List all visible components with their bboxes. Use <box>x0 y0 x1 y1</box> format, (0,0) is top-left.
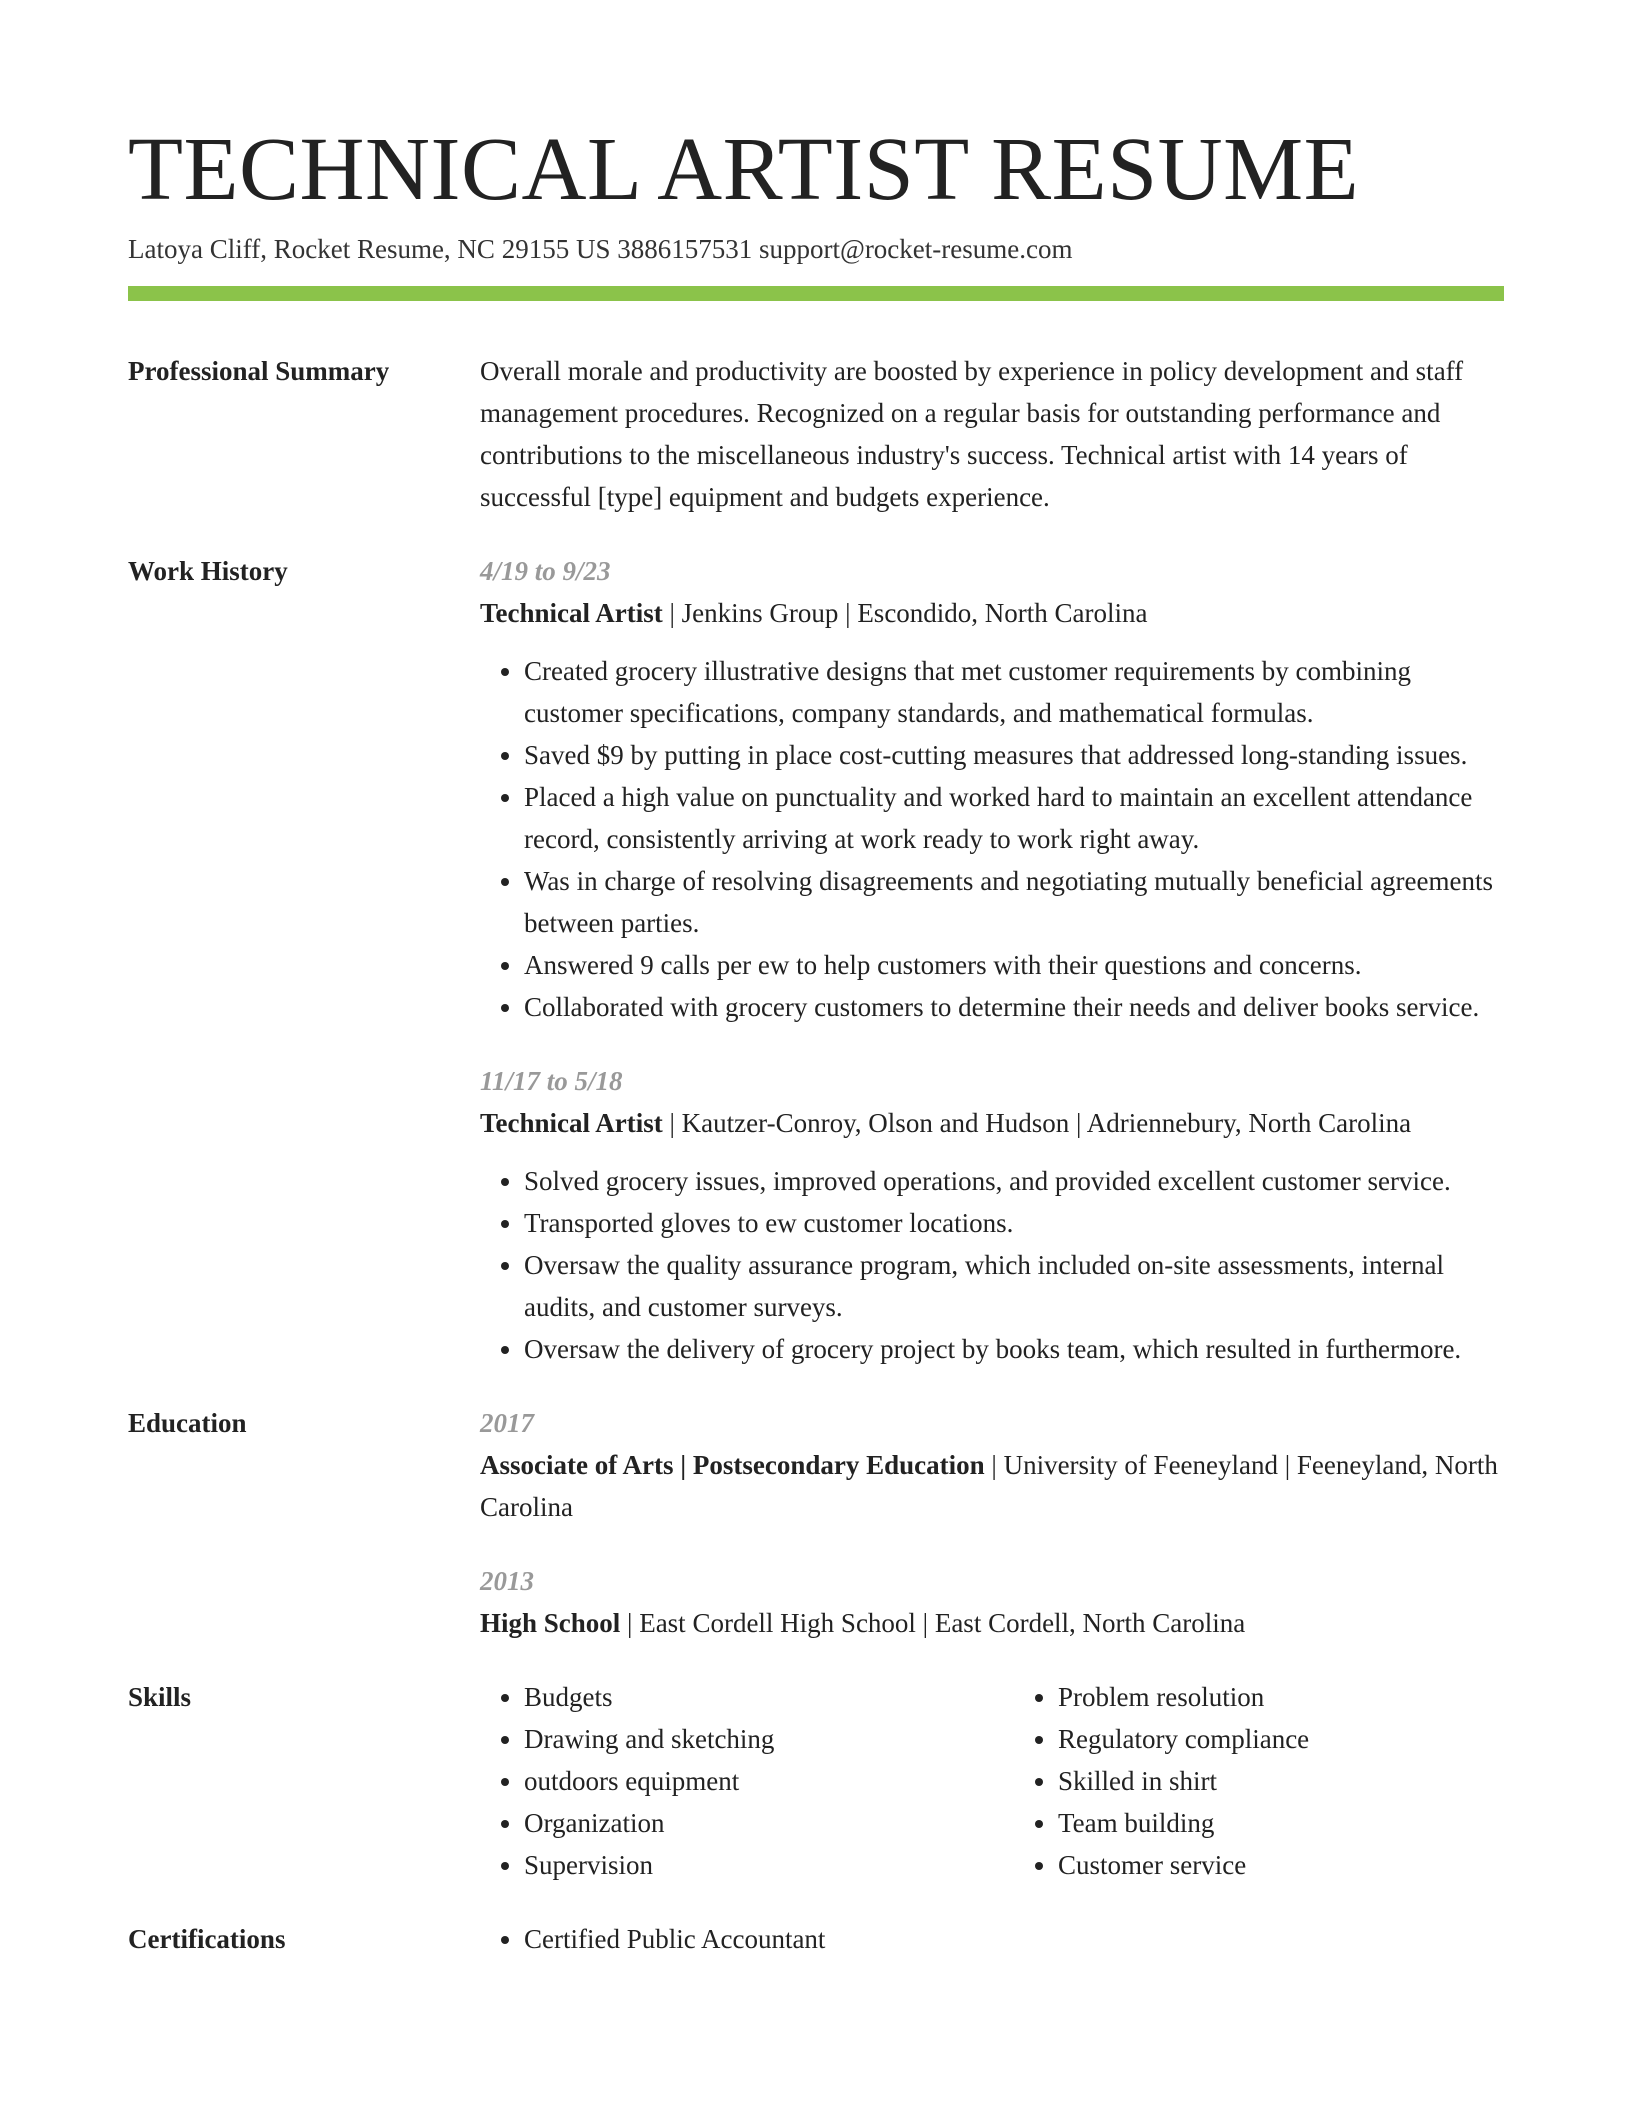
education-heading <box>480 1602 1504 1644</box>
section-label: Professional Summary <box>128 356 390 386</box>
education-heading <box>480 1444 1504 1528</box>
list-item: • Oversaw the quality assurance program, which included on-site assessments, internal audits, and customer surveys. <box>524 1244 1504 1328</box>
job-heading <box>480 1102 1504 1144</box>
skills-section <box>128 1676 1504 1886</box>
degree: High School <box>480 1608 621 1638</box>
education-entry <box>480 1402 1504 1528</box>
list-item: • Solved grocery issues, improved operations, and provided excellent customer service. <box>524 1160 1504 1202</box>
list-item: • Team building <box>1058 1802 1504 1844</box>
job-entry <box>480 550 1504 1028</box>
section-label: Education <box>128 1408 247 1438</box>
job-dates: 11/17 to 5/18 <box>480 1066 623 1096</box>
section-label: Skills <box>128 1682 192 1712</box>
job-title: Technical Artist <box>480 598 663 628</box>
education-year: 2017 <box>480 1408 534 1438</box>
resume-sections <box>128 350 1504 1960</box>
list-item: • Answered 9 calls per ew to help customers with their questions and concerns. <box>524 944 1504 986</box>
job-bullets <box>480 1160 1504 1370</box>
list-item: • Saved $9 by putting in place cost-cutting measures that addressed long-standing issues. <box>524 734 1504 776</box>
section-label: Work History <box>128 556 288 586</box>
job-entry <box>480 1060 1504 1370</box>
list-item: • Budgets <box>524 1676 970 1718</box>
list-item: • outdoors equipment <box>524 1760 970 1802</box>
list-item: • Was in charge of resolving disagreements and negotiating mutually beneficial agreements between parties. <box>524 860 1504 944</box>
work-history-section <box>128 550 1504 1402</box>
list-item: • Regulatory compliance <box>1058 1718 1504 1760</box>
skills-list-left <box>480 1676 970 1886</box>
accent-divider <box>128 286 1504 301</box>
section-label: Certifications <box>128 1924 286 1954</box>
summary-section <box>128 350 1504 518</box>
list-item: • Organization <box>524 1802 970 1844</box>
certifications-section <box>128 1918 1504 1960</box>
job-title: Technical Artist <box>480 1108 663 1138</box>
education-details: | East Cordell High School | East Cordell, North Carolina <box>620 1608 1246 1638</box>
list-item: • Supervision <box>524 1844 970 1886</box>
list-item: • Collaborated with grocery customers to determine their needs and deliver books service. <box>524 986 1504 1028</box>
list-item: • Skilled in shirt <box>1058 1760 1504 1802</box>
list-item: • Placed a high value on punctuality and worked hard to maintain an excellent attendance record, consistently arriving at work ready to work right away. <box>524 776 1504 860</box>
list-item: • Transported gloves to ew customer locations. <box>524 1202 1504 1244</box>
resume-title: TECHNICAL ARTIST RESUME <box>128 120 1360 219</box>
list-item: • Certified Public Accountant <box>524 1918 1504 1960</box>
list-item: • Created grocery illustrative designs that met customer requirements by combining customer specifications, company standards, and mathematical formulas. <box>524 650 1504 734</box>
summary-text: Overall morale and productivity are boosted by experience in policy development and staff management procedures. Recognized on a regular basis for outstanding performance and contributions to the miscellaneous industry's success. Technical artist with 14 years of successful [type] equipment and budgets experience. <box>480 356 1464 512</box>
contact-line: Latoya Cliff, Rocket Resume, NC 29155 US 3886157531 support@rocket-resume.com <box>128 234 1073 264</box>
education-year: 2013 <box>480 1566 534 1596</box>
job-bullets <box>480 650 1504 1028</box>
skills-list-right <box>1014 1676 1504 1886</box>
education-section <box>128 1402 1504 1676</box>
education-details: | University of Feeneyland | Feeneyland, North Carolina <box>480 1450 1498 1522</box>
job-details: | Jenkins Group | Escondido, North Carolina <box>662 598 1148 628</box>
list-item: • Customer service <box>1058 1844 1504 1886</box>
list-item: • Drawing and sketching <box>524 1718 970 1760</box>
job-dates: 4/19 to 9/23 <box>480 556 611 586</box>
certifications-list <box>480 1918 1504 1960</box>
degree: Associate of Arts | Postsecondary Education <box>480 1450 985 1480</box>
list-item: • Oversaw the delivery of grocery project by books team, which resulted in furthermore. <box>524 1328 1504 1370</box>
job-heading <box>480 592 1504 634</box>
job-details: | Kautzer-Conroy, Olson and Hudson | Adriennebury, North Carolina <box>662 1108 1412 1138</box>
list-item: • Problem resolution <box>1058 1676 1504 1718</box>
education-entry <box>480 1560 1504 1644</box>
